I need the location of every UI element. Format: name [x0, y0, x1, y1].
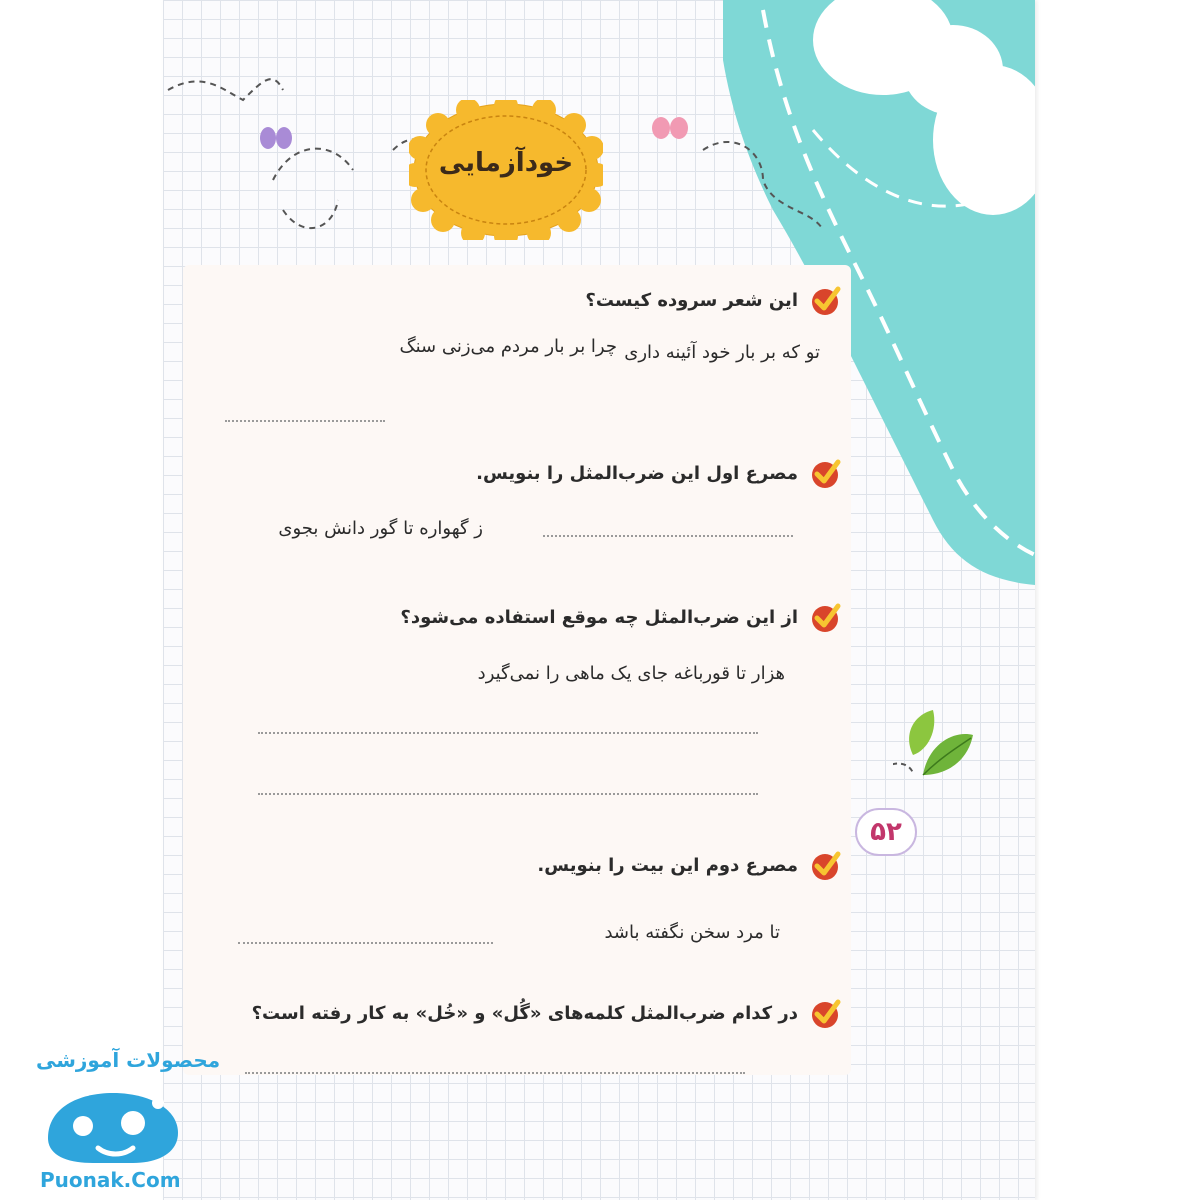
workbook-page — [163, 0, 1035, 1200]
checkmark-icon — [808, 456, 842, 490]
answer-line[interactable] — [245, 1072, 745, 1074]
question-1 — [585, 283, 842, 317]
brand-tagline: محصولات آموزشی — [36, 1048, 221, 1072]
verse-line: تو که بر بار خود آئینه داری — [624, 342, 820, 363]
answer-line[interactable] — [258, 793, 758, 795]
proverb-line: ز گهواره تا گور دانش بجوی — [278, 518, 483, 539]
checkmark-icon — [808, 996, 842, 1030]
checkmark-icon — [808, 848, 842, 882]
question-5-prompt: در کدام ضرب‌المثل کلمه‌های «گُل» و «خُل» به کار رفته است؟ — [251, 1002, 798, 1024]
brand-site: Puonak.Com — [40, 1168, 181, 1192]
page-number: ۵۲ — [855, 808, 917, 856]
verse-line: چرا بر بار مردم می‌زنی سنگ — [399, 336, 617, 357]
question-2-prompt: مصرع اول این ضرب‌المثل را بنویس. — [476, 462, 798, 484]
leaves-decoration — [893, 705, 993, 795]
question-4-prompt: مصرع دوم این بیت را بنویس. — [537, 854, 798, 876]
answer-line[interactable] — [543, 535, 793, 537]
question-5 — [252, 996, 842, 1030]
answer-line[interactable] — [238, 942, 493, 944]
question-3-prompt: از این ضرب‌المثل چه موقع استفاده می‌شود؟ — [400, 606, 798, 628]
page-title: خودآزمایی — [438, 148, 574, 178]
question-3 — [400, 600, 842, 634]
question-1-prompt: این شعر سروده کیست؟ — [585, 289, 798, 311]
checkmark-icon — [808, 600, 842, 634]
proverb-line: هزار تا قورباغه جای یک ماهی را نمی‌گیرد — [477, 663, 785, 684]
answer-line[interactable] — [225, 420, 385, 422]
brand-logo — [38, 1078, 188, 1168]
answer-line[interactable] — [258, 732, 758, 734]
question-4 — [537, 848, 842, 882]
question-2 — [476, 456, 842, 490]
verse-line: تا مرد سخن نگفته باشد — [604, 922, 780, 943]
checkmark-icon — [808, 283, 842, 317]
